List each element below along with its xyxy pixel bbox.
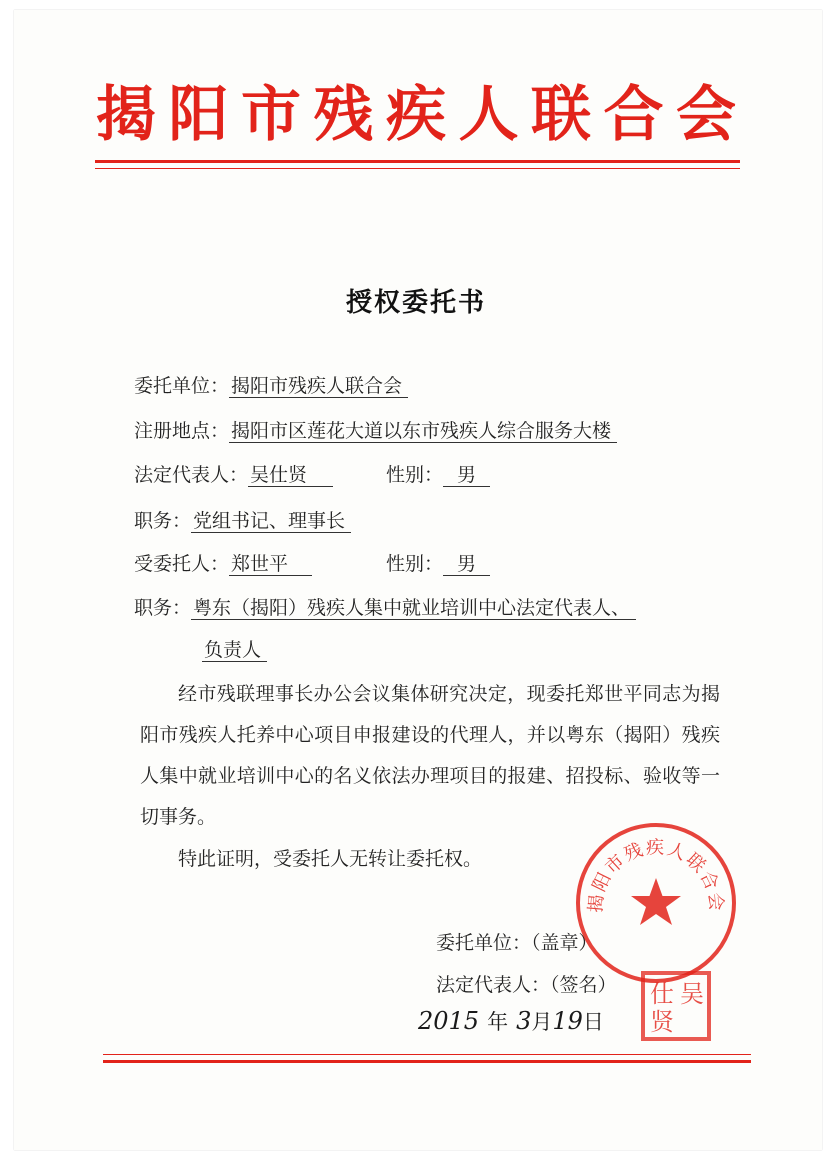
- letterhead-char: 人: [458, 80, 519, 150]
- field-label: 性别：: [386, 464, 444, 486]
- letterhead-char: 联: [531, 80, 591, 150]
- letterhead-char: 市: [241, 80, 301, 150]
- field-entrusting-unit: [134, 373, 408, 399]
- footer-rule-thick: [103, 1060, 751, 1063]
- footer-rule-thin: [103, 1054, 751, 1055]
- letterhead-char: 会: [676, 80, 736, 150]
- date-day: 19: [552, 1007, 583, 1035]
- date-month-suffix: 月: [531, 1010, 553, 1034]
- field-trustee-position-cont: [202, 637, 267, 663]
- field-value: 男: [443, 553, 490, 576]
- field-value: 党组书记、理事长: [191, 510, 351, 533]
- field-label: 法定代表人：: [134, 464, 249, 486]
- field-legal-rep-position: [134, 508, 351, 534]
- field-value: 吴仕贤: [248, 464, 333, 487]
- field-label: 性别：: [386, 553, 444, 575]
- field-value: 揭阳市残疾人联合会: [229, 375, 408, 398]
- field-value: 男: [443, 464, 490, 487]
- field-label: 受委托人：: [134, 553, 230, 575]
- field-value: 负责人: [202, 639, 267, 662]
- seal-text: 揭阳市残疾人联合会: [585, 837, 727, 914]
- svg-text:仕: 仕: [650, 980, 674, 1008]
- field-label: 委托单位：: [134, 375, 230, 397]
- name-stamp: [640, 970, 712, 1042]
- header-rule-thick: [95, 160, 740, 163]
- letterhead-char: 疾: [386, 80, 446, 150]
- signing-date: [418, 1006, 604, 1036]
- date-month: 3: [516, 1007, 532, 1035]
- field-trustee-position: [134, 595, 636, 621]
- seal-star-icon: [631, 878, 681, 925]
- date-year-suffix: 年: [487, 1010, 509, 1034]
- official-seal: [573, 820, 739, 986]
- letterhead-char: 揭: [96, 80, 156, 150]
- header-rule-thin: [95, 168, 740, 169]
- document-title: 授权委托书: [345, 288, 486, 318]
- letterhead-char: 残: [313, 80, 374, 150]
- field-value: 揭阳市区莲花大道以东市残疾人综合服务大楼: [229, 420, 617, 443]
- closing-statement: 特此证明，受委托人无转让委托权。: [178, 848, 483, 870]
- signature-rep-line: 法定代表人：（签名）: [436, 974, 617, 996]
- date-day-suffix: 日: [582, 1010, 604, 1034]
- field-label: 职务：: [134, 510, 192, 532]
- field-value: 郑世平: [229, 553, 312, 576]
- letterhead-char: 合: [603, 80, 664, 150]
- field-value: 粤东（揭阳）残疾人集中就业培训中心法定代表人、: [191, 597, 636, 620]
- field-trustee-gender: [386, 551, 490, 577]
- field-registered-address: [134, 418, 617, 444]
- stamp-char: 吴: [680, 980, 704, 1008]
- signature-unit-line: 委托单位：（盖章）: [436, 932, 598, 954]
- date-year: 2015: [418, 1007, 480, 1035]
- field-trustee: [134, 551, 312, 577]
- body-paragraph: 经市残联理事长办公会议集体研究决定，现委托郑世平同志为揭阳市残疾人托养中心项目申报建设的代理人，并以粤东（揭阳）残疾人集中就业培训中心的名义依法办理项目的报建、招投标、验收等一切事务。: [140, 683, 720, 828]
- svg-text:贤: 贤: [650, 1008, 674, 1036]
- letterhead-char: 阳: [168, 80, 229, 150]
- field-label: 注册地点：: [134, 420, 230, 442]
- field-legal-rep-gender: [386, 462, 490, 488]
- field-label: 职务：: [134, 597, 192, 619]
- letterhead-title: [96, 80, 736, 150]
- field-legal-rep: [134, 462, 333, 488]
